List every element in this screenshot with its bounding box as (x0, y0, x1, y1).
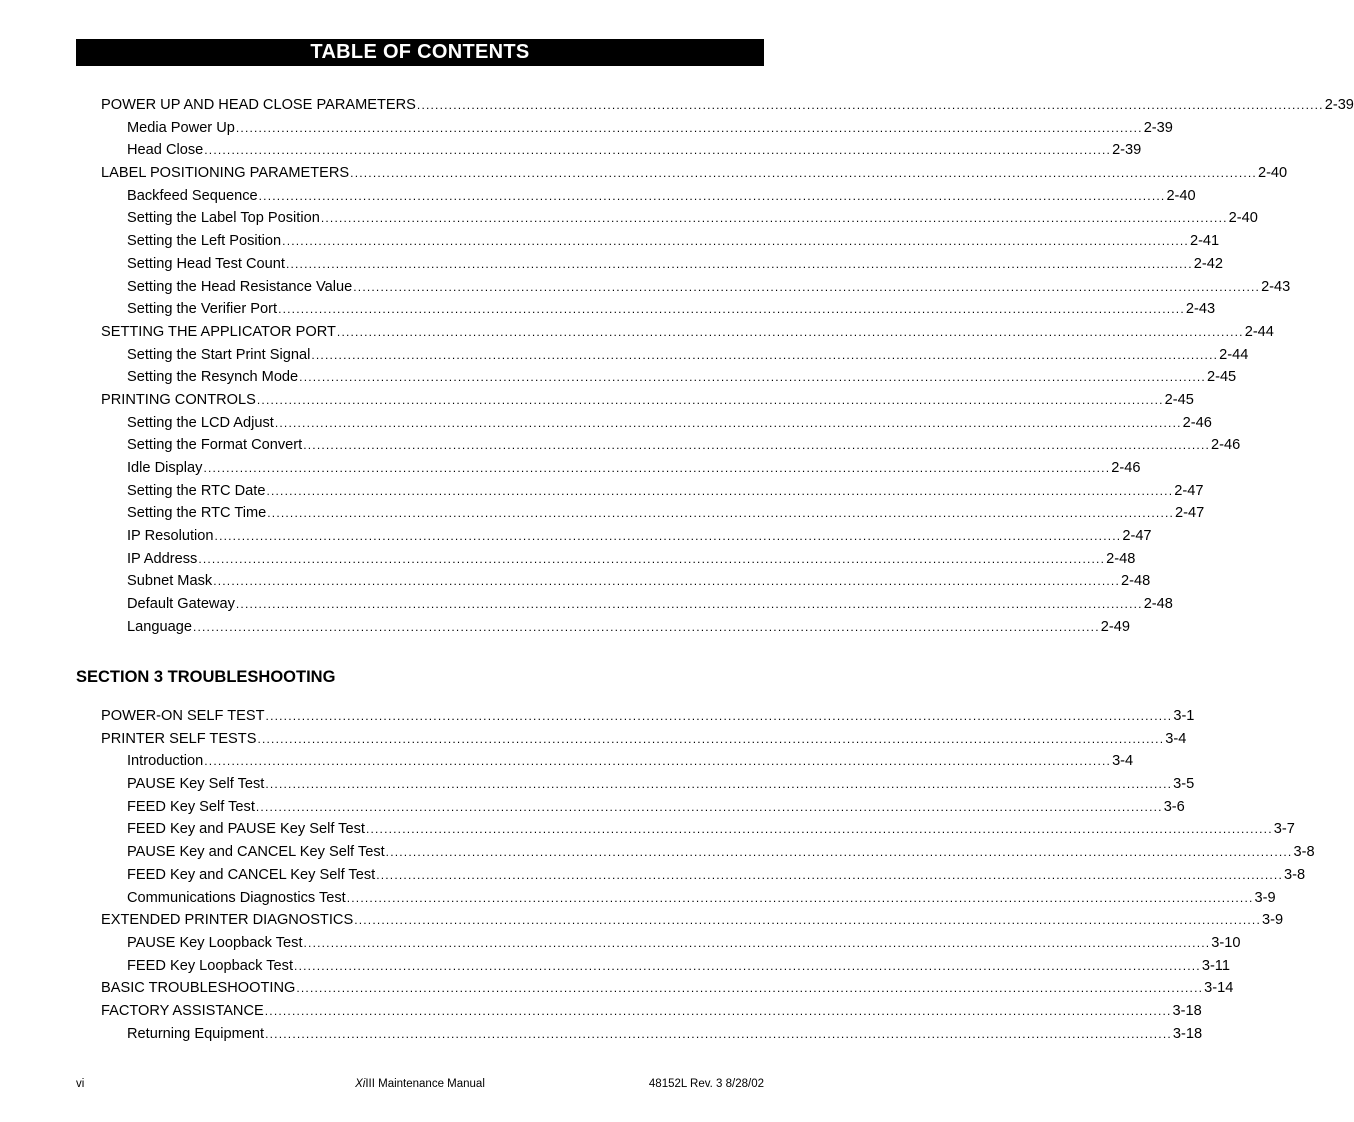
toc-entry[interactable] (76, 750, 1134, 773)
toc-entry[interactable] (76, 276, 1291, 299)
toc-dot-leader: ........................................................................................................................................................................................................ (385, 845, 1293, 860)
toc-entry-title: Setting the RTC Time (127, 505, 267, 522)
toc-dot-leader: ........................................................................................................................................................................................................ (354, 913, 1261, 928)
toc-entry[interactable] (76, 909, 1284, 932)
toc-entry-title: Backfeed Sequence (127, 187, 258, 204)
toc-entry-page: 2-48 (1120, 573, 1151, 590)
toc-dot-leader: ........................................................................................................................................................................................................ (303, 438, 1211, 453)
toc-dot-leader: ........................................................................................................................................................................................................ (213, 574, 1120, 589)
toc-entry-title: LABEL POSITIONING PARAMETERS (101, 165, 350, 182)
toc-dot-leader: ........................................................................................................................................................................................................ (258, 188, 1166, 203)
toc-entry[interactable] (76, 841, 1315, 864)
toc-dot-leader: ........................................................................................................................................................................................................ (214, 529, 1122, 544)
toc-entry-page: 2-40 (1228, 210, 1258, 227)
toc-dot-leader: ........................................................................................................................................................................................................ (265, 709, 1173, 723)
toc-entry-title: Setting the Resynch Mode (127, 369, 299, 386)
toc-dot-leader: ........................................................................................................................................................................................................ (257, 731, 1165, 746)
toc-entry-page: 2-41 (1189, 233, 1220, 250)
toc-entry[interactable] (76, 185, 1196, 208)
toc-entry-title: Media Power Up (127, 119, 235, 136)
toc-dot-leader: ........................................................................................................................................................................................................ (285, 256, 1193, 271)
toc-dot-leader: ........................................................................................................................................................................................................ (203, 461, 1111, 475)
footer-page-number: vi (76, 1078, 85, 1090)
toc-entry-page: 3-1 (1173, 708, 1195, 724)
toc-entry-page: 2-45 (1164, 391, 1194, 408)
toc-entry[interactable] (76, 705, 1195, 728)
toc-entry-page: 2-48 (1143, 596, 1173, 613)
toc-entry[interactable] (76, 253, 1223, 276)
toc-entry-title: FEED Key and PAUSE Key Self Test (127, 821, 365, 838)
toc-dot-leader: ........................................................................................................................................................................................................ (235, 597, 1143, 612)
toc-dot-leader: ........................................................................................................................................................................................................ (353, 279, 1261, 294)
toc-entry-title: Communications Diagnostics Test (127, 889, 346, 906)
toc-dot-leader: ........................................................................................................................................................................................................ (266, 483, 1174, 498)
toc-entry-page: 2-47 (1175, 505, 1205, 522)
toc-entry-title: Setting the Verifier Port (127, 301, 278, 318)
toc-entry[interactable] (76, 434, 1241, 457)
toc-dot-leader: ........................................................................................................................................................................................................ (296, 981, 1204, 996)
toc-entry-page: 3-8 (1284, 866, 1306, 883)
toc-entry-page: 2-46 (1211, 437, 1241, 454)
toc-entry-page: 2-44 (1244, 323, 1274, 340)
toc-entry-title: PRINTER SELF TESTS (101, 730, 257, 747)
toc-entry-title: FEED Key Loopback Test (127, 957, 294, 974)
toc-entry[interactable] (76, 94, 1354, 117)
toc-entry-title: BASIC TROUBLESHOOTING (101, 980, 296, 997)
toc-entry[interactable] (76, 1000, 1202, 1023)
toc-entry-title: Setting the Start Print Signal (127, 346, 311, 363)
toc-entry[interactable] (76, 298, 1216, 321)
toc-entry-page: 2-49 (1100, 618, 1130, 635)
toc-dot-leader: ........................................................................................................................................................................................................ (294, 958, 1201, 973)
toc-entry[interactable] (76, 818, 1295, 841)
toc-entry-title: EXTENDED PRINTER DIAGNOSTICS (101, 912, 354, 929)
toc-dot-leader: ........................................................................................................................................................................................................ (256, 392, 1164, 407)
toc-entry-title: SETTING THE APPLICATOR PORT (101, 323, 336, 340)
toc-dot-leader: ........................................................................................................................................................................................................ (255, 799, 1163, 814)
toc-entry-title: Default Gateway (127, 596, 235, 613)
toc-entry-page: 3-10 (1211, 934, 1241, 951)
toc-entry-page: 3-14 (1204, 980, 1234, 997)
toc-entry[interactable] (76, 502, 1205, 525)
toc-dot-leader: ........................................................................................................................................................................................................ (350, 166, 1257, 181)
toc-entry-title: FACTORY ASSISTANCE (101, 1002, 264, 1019)
toc-dot-leader: ........................................................................................................................................................................................................ (235, 120, 1143, 135)
toc-entry[interactable] (76, 773, 1195, 796)
toc-entry-page: 2-39 (1324, 97, 1354, 113)
toc-entry-title: PAUSE Key and CANCEL Key Self Test (127, 844, 385, 861)
toc-list-section-3 (76, 705, 1315, 1045)
toc-entry-title: Setting the Label Top Position (127, 210, 320, 227)
toc-entry-title: Setting the Left Position (127, 233, 282, 250)
toc-entry-page: 2-40 (1257, 165, 1288, 182)
toc-entry[interactable] (76, 548, 1136, 571)
toc-entry[interactable] (76, 162, 1288, 185)
toc-entry-title: Setting the Head Resistance Value (127, 278, 353, 295)
toc-entry[interactable] (76, 321, 1274, 344)
toc-entry-title: PRINTING CONTROLS (101, 391, 256, 408)
toc-dot-leader: ........................................................................................................................................................................................................ (365, 822, 1273, 837)
toc-dot-leader: ........................................................................................................................................................................................................ (198, 551, 1106, 566)
toc-dot-leader: ........................................................................................................................................................................................................ (346, 890, 1254, 905)
toc-dot-leader: ........................................................................................................................................................................................................ (278, 302, 1185, 317)
toc-entry[interactable] (76, 887, 1276, 910)
toc-entry-page: 3-4 (1112, 753, 1134, 770)
toc-entry-page: 3-9 (1261, 912, 1284, 929)
toc-entry[interactable] (76, 389, 1194, 412)
toc-entry-title: Idle Display (127, 460, 203, 476)
toc-dot-leader: ........................................................................................................................................................................................................ (336, 324, 1244, 339)
toc-entry-title: IP Address (127, 550, 198, 567)
toc-entry-title: PAUSE Key Loopback Test (127, 934, 303, 951)
toc-entry-title: FEED Key and CANCEL Key Self Test (127, 866, 376, 883)
toc-entry[interactable] (76, 977, 1234, 1000)
toc-entry-title: Returning Equipment (127, 1025, 265, 1042)
toc-entry-title: FEED Key Self Test (127, 798, 255, 815)
toc-entry-page: 2-46 (1111, 460, 1141, 476)
toc-entry-page: 2-47 (1174, 482, 1204, 499)
toc-entry[interactable] (76, 412, 1212, 435)
toc-entry[interactable] (76, 525, 1152, 548)
toc-entry-page: 3-4 (1165, 730, 1187, 747)
toc-entry-title: Introduction (127, 753, 204, 770)
toc-entry-page: 2-39 (1112, 142, 1142, 159)
toc-entry-title: Head Close (127, 142, 204, 159)
toc-entry-page: 3-5 (1173, 776, 1195, 793)
toc-entry[interactable] (76, 955, 1230, 978)
toc-entry-page: 2-39 (1143, 119, 1173, 136)
toc-entry-page: 3-9 (1254, 889, 1276, 906)
toc-entry-title: POWER-ON SELF TEST (101, 708, 265, 724)
toc-dot-leader: ........................................................................................................................................................................................................ (192, 619, 1100, 634)
toc-entry-page: 3-11 (1201, 957, 1230, 974)
toc-entry-page: 3-7 (1273, 821, 1295, 838)
footer-doc-ref: 48152L Rev. 3 8/28/02 (648, 1078, 764, 1090)
toc-dot-leader: ........................................................................................................................................................................................................ (282, 234, 1189, 249)
toc-entry[interactable] (76, 207, 1258, 230)
toc-entry-page: 3-6 (1163, 798, 1185, 815)
toc-entry[interactable] (76, 728, 1187, 751)
toc-entry[interactable] (76, 344, 1249, 367)
toc-dot-leader: ........................................................................................................................................................................................................ (416, 98, 1324, 112)
toc-entry-page: 2-46 (1182, 414, 1212, 431)
page-footer (76, 1078, 764, 1094)
toc-entry-title: Language (127, 618, 192, 635)
toc-entry-title: POWER UP AND HEAD CLOSE PARAMETERS (101, 97, 416, 113)
toc-entry-page: 3-8 (1293, 844, 1315, 861)
toc-dot-leader: ........................................................................................................................................................................................................ (303, 935, 1211, 950)
toc-entry[interactable] (76, 230, 1220, 253)
toc-entry-title: PAUSE Key Self Test (127, 776, 265, 793)
toc-entry-title: Setting the Format Convert (127, 437, 303, 454)
toc-entry[interactable] (76, 366, 1237, 389)
toc-dot-leader: ........................................................................................................................................................................................................ (204, 143, 1112, 158)
toc-entry-title: IP Resolution (127, 528, 214, 545)
toc-entry[interactable] (76, 932, 1241, 955)
toc-entry-page: 2-47 (1122, 528, 1152, 545)
toc-dot-leader: ........................................................................................................................................................................................................ (265, 1026, 1172, 1041)
toc-dot-leader: ........................................................................................................................................................................................................ (274, 415, 1182, 430)
toc-entry[interactable] (76, 139, 1142, 162)
toc-entry[interactable] (76, 1023, 1203, 1046)
toc-entry-title: Subnet Mask (127, 573, 213, 590)
toc-entry[interactable] (76, 864, 1306, 887)
toc-dot-leader: ........................................................................................................................................................................................................ (267, 506, 1175, 521)
toc-entry-title: Setting Head Test Count (127, 255, 285, 272)
toc-dot-leader: ........................................................................................................................................................................................................ (376, 867, 1283, 882)
toc-dot-leader: ........................................................................................................................................................................................................ (320, 211, 1228, 226)
toc-entry[interactable] (76, 570, 1151, 593)
toc-entry-page: 3-18 (1172, 1002, 1202, 1019)
page-title: TABLE OF CONTENTS (310, 41, 530, 63)
footer-manual-title-italic: Xi (355, 1078, 366, 1090)
toc-entry-page: 2-48 (1106, 550, 1136, 567)
toc-entry-page: 2-45 (1206, 369, 1237, 386)
toc-entry[interactable] (76, 480, 1204, 503)
toc-entry-page: 2-43 (1261, 278, 1291, 295)
footer-manual-title-rest: III Maintenance Manual (365, 1078, 485, 1090)
toc-dot-leader: ........................................................................................................................................................................................................ (264, 1003, 1172, 1018)
toc-entry[interactable] (76, 457, 1141, 480)
toc-list-section-2 (76, 94, 1354, 639)
toc-entry-page: 2-44 (1219, 346, 1249, 363)
toc-dot-leader: ........................................................................................................................................................................................................ (311, 347, 1219, 362)
toc-entry-page: 2-42 (1193, 255, 1223, 272)
toc-entry[interactable] (76, 616, 1130, 639)
section-3-heading: SECTION 3 TROUBLESHOOTING (76, 668, 336, 686)
toc-entry[interactable] (76, 117, 1173, 140)
toc-entry-page: 2-43 (1185, 301, 1216, 318)
toc-entry[interactable] (76, 593, 1173, 616)
toc-dot-leader: ........................................................................................................................................................................................................ (299, 370, 1206, 385)
toc-header-bar (76, 39, 764, 66)
toc-dot-leader: ........................................................................................................................................................................................................ (265, 777, 1173, 792)
toc-entry-page: 2-40 (1166, 187, 1196, 204)
toc-dot-leader: ........................................................................................................................................................................................................ (204, 754, 1112, 769)
toc-entry-title: Setting the RTC Date (127, 482, 266, 499)
toc-entry-title: Setting the LCD Adjust (127, 414, 274, 431)
toc-entry[interactable] (76, 796, 1185, 819)
toc-entry-page: 3-18 (1172, 1025, 1203, 1042)
